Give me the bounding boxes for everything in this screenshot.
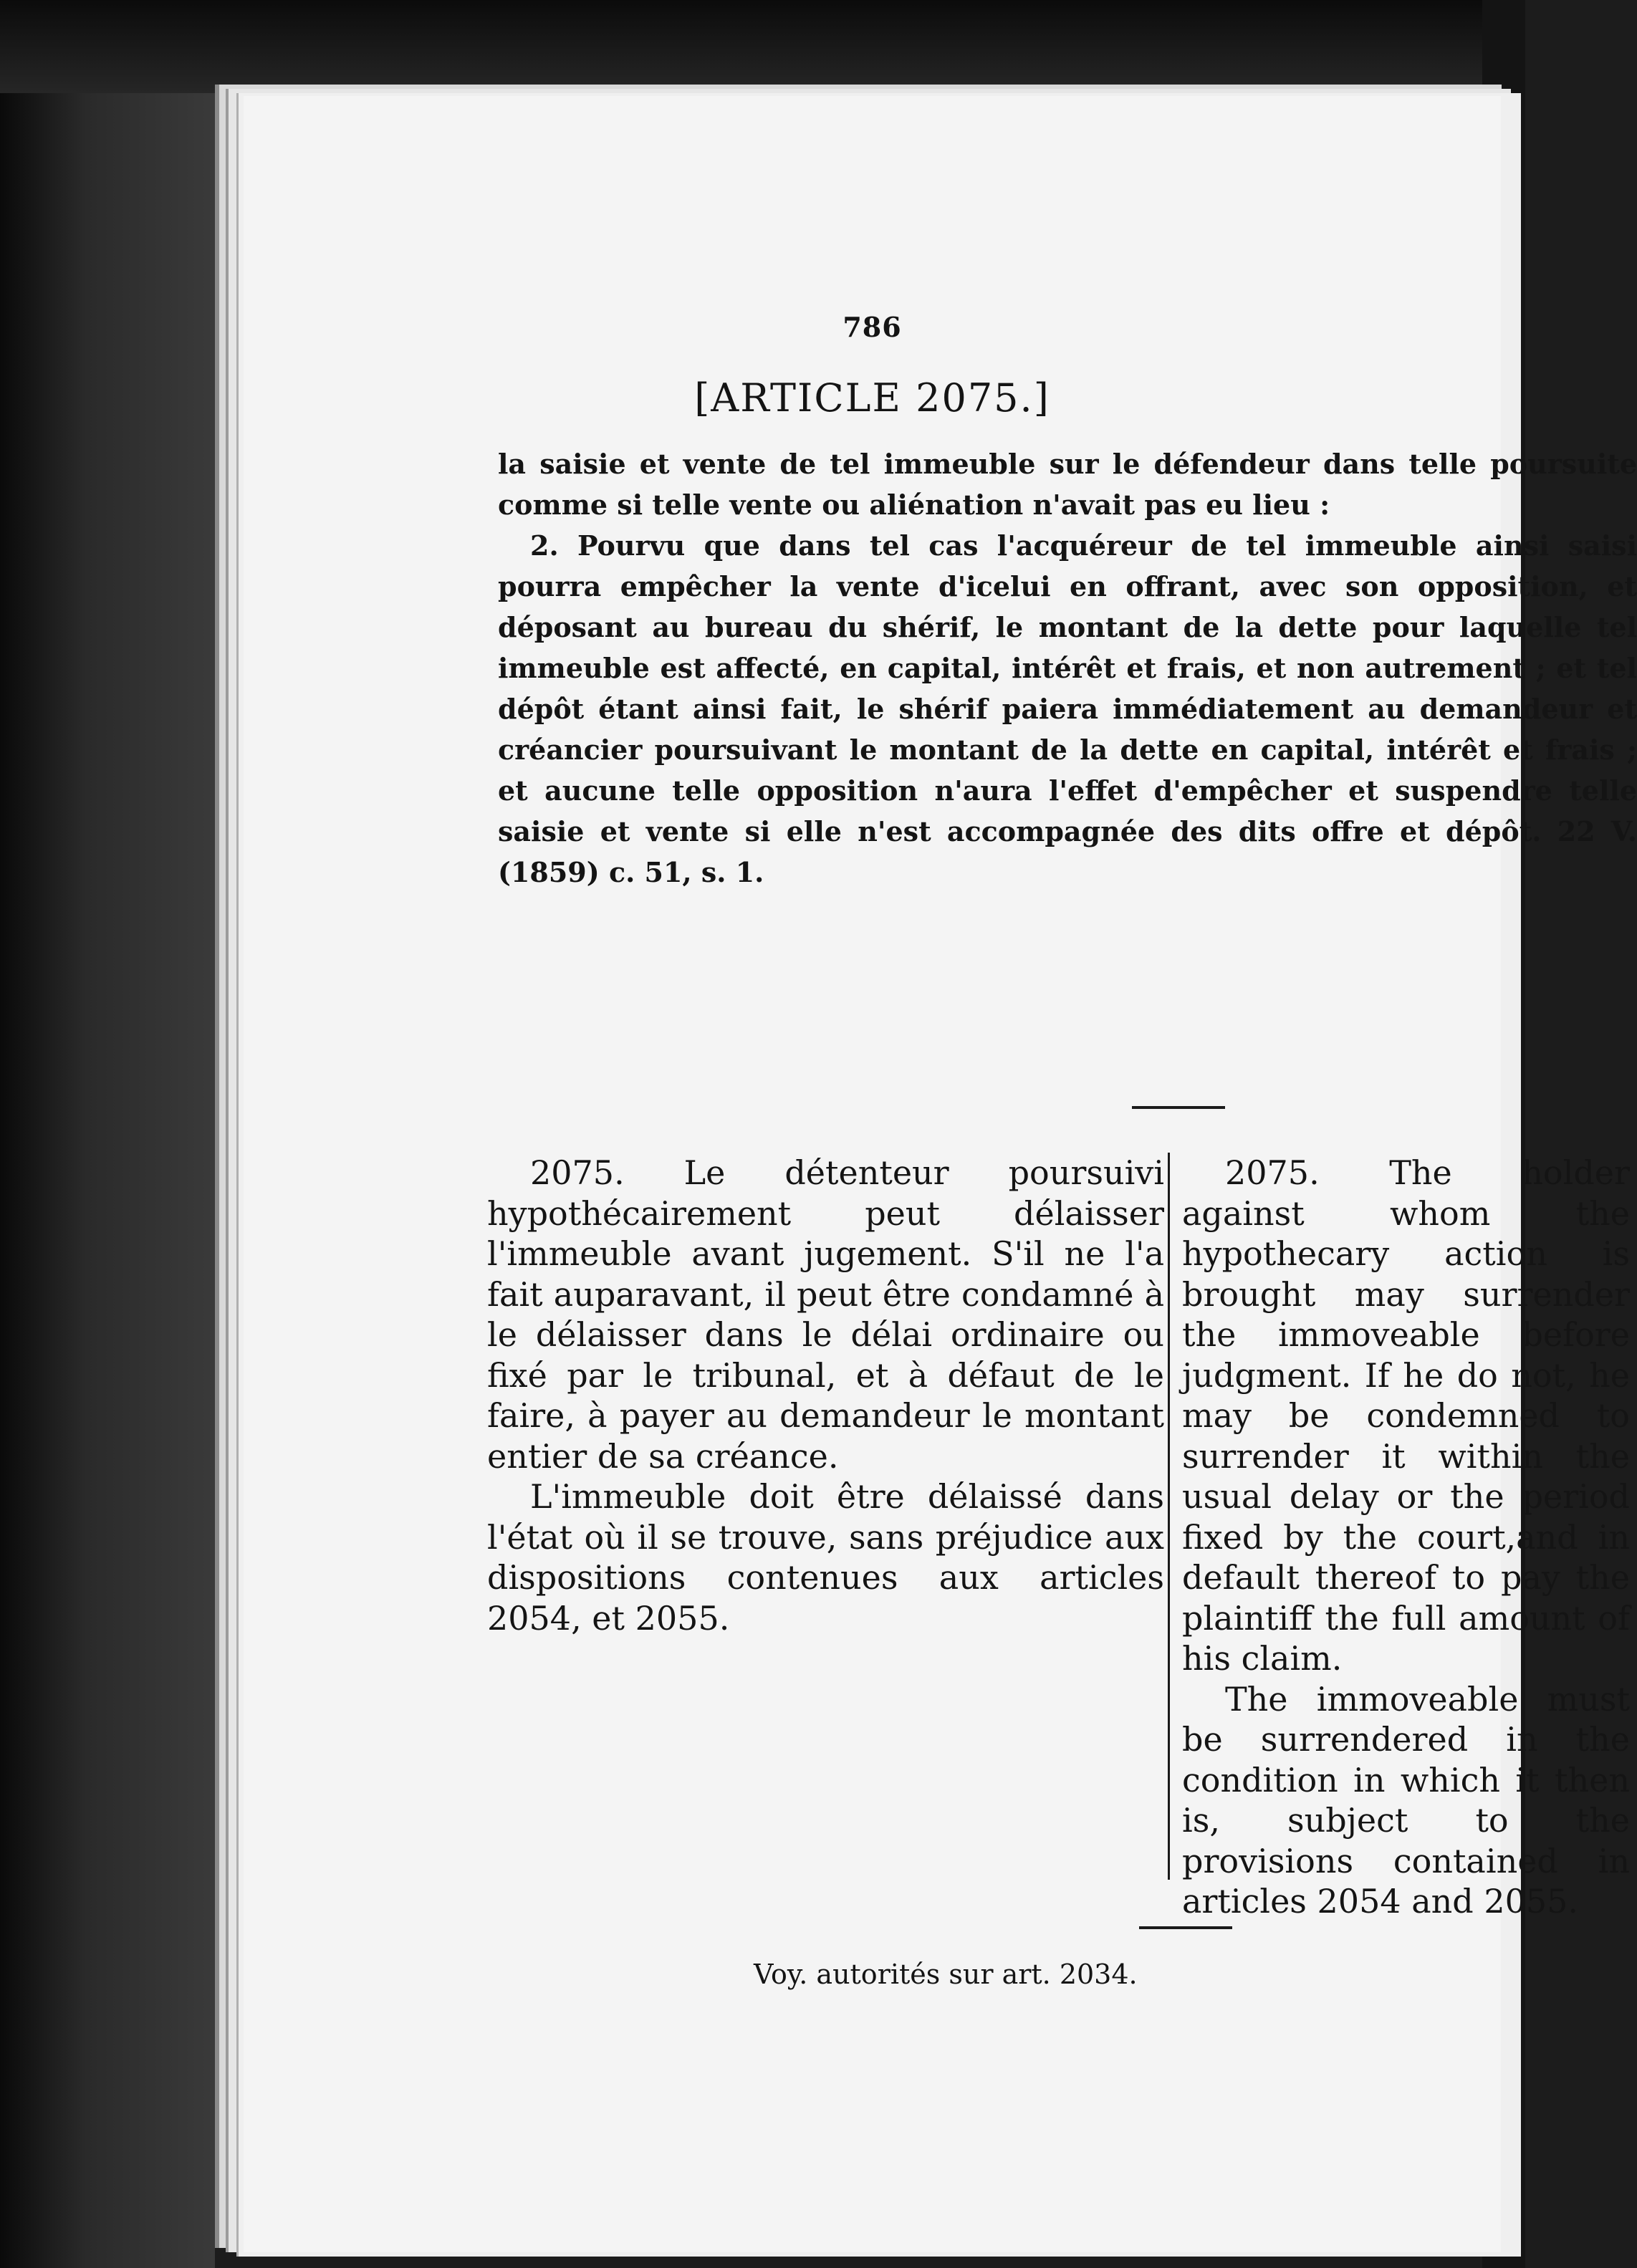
- scan-background-left: [0, 0, 215, 2268]
- section-rule: [1139, 1926, 1232, 1929]
- top-text-block: [498, 443, 1637, 893]
- top-paragraph: la saisie et vente de tel immeuble sur le défendeur dans telle poursuite comme si telle vente ou aliénation n'avait pas eu lieu :: [498, 448, 1637, 521]
- english-paragraph: 2075. The holder against whom the hypothecary action is brought may surrender the immoveable before judgment. If he do not, he may be condemned to surrender it within the usual delay or the period fixed by the court,and in default thereof to pay the plaintiff the full amount of his claim.: [1182, 1153, 1630, 1678]
- top-paragraph: 2. Pourvu que dans tel cas l'acquéreur de tel immeuble ainsi saisi pourra empêcher la vente d'icelui en offrant, avec son opposition, et déposant au bureau du shérif, le montant de la dette pour laquelle tel immeuble est affecté, en capital, intérêt et frais, et non autrement ; et tel dépôt étant ainsi fait, le shérif paiera immédiatement au demandeur et créancier poursuivant le montant de la dette en capital, intérêt et frais ; et aucune telle opposition n'aura l'effet d'empêcher et suspendre telle saisie et vente si elle n'est accompagnée des dits offre et dépôt. 22 V. (1859) c. 51, s. 1.: [498, 529, 1637, 888]
- page-number: 786: [842, 311, 902, 343]
- column-divider: [1168, 1153, 1170, 1880]
- french-paragraph: L'immeuble doit être délaissé dans l'état où il se trouve, sans préjudice aux dispositions contenues aux articles 2054, et 2055.: [487, 1477, 1164, 1638]
- section-rule: [1132, 1106, 1225, 1109]
- english-paragraph: The immoveable must be surrendered in the condition in which it then is, subject to the provisions contained in articles 2054 and 2055.: [1182, 1679, 1630, 1921]
- book-page: [244, 96, 1637, 2252]
- english-column: [1182, 1153, 1630, 1922]
- french-column: [487, 1153, 1164, 1638]
- scan-background-top: [0, 0, 1525, 93]
- french-paragraph: 2075. Le détenteur poursuivi hypothécairement peut délaisser l'immeuble avant jugement. S'il ne l'a fait auparavant, il peut être condamné à le délaisser dans le délai ordinaire ou fixé par le tribunal, et à défaut de le faire, à payer au demandeur le montant entier de sa créance.: [487, 1153, 1164, 1476]
- article-header: [ARTICLE 2075.]: [694, 375, 1050, 421]
- footnote: Voy. autorités sur art. 2034.: [754, 1959, 1138, 1990]
